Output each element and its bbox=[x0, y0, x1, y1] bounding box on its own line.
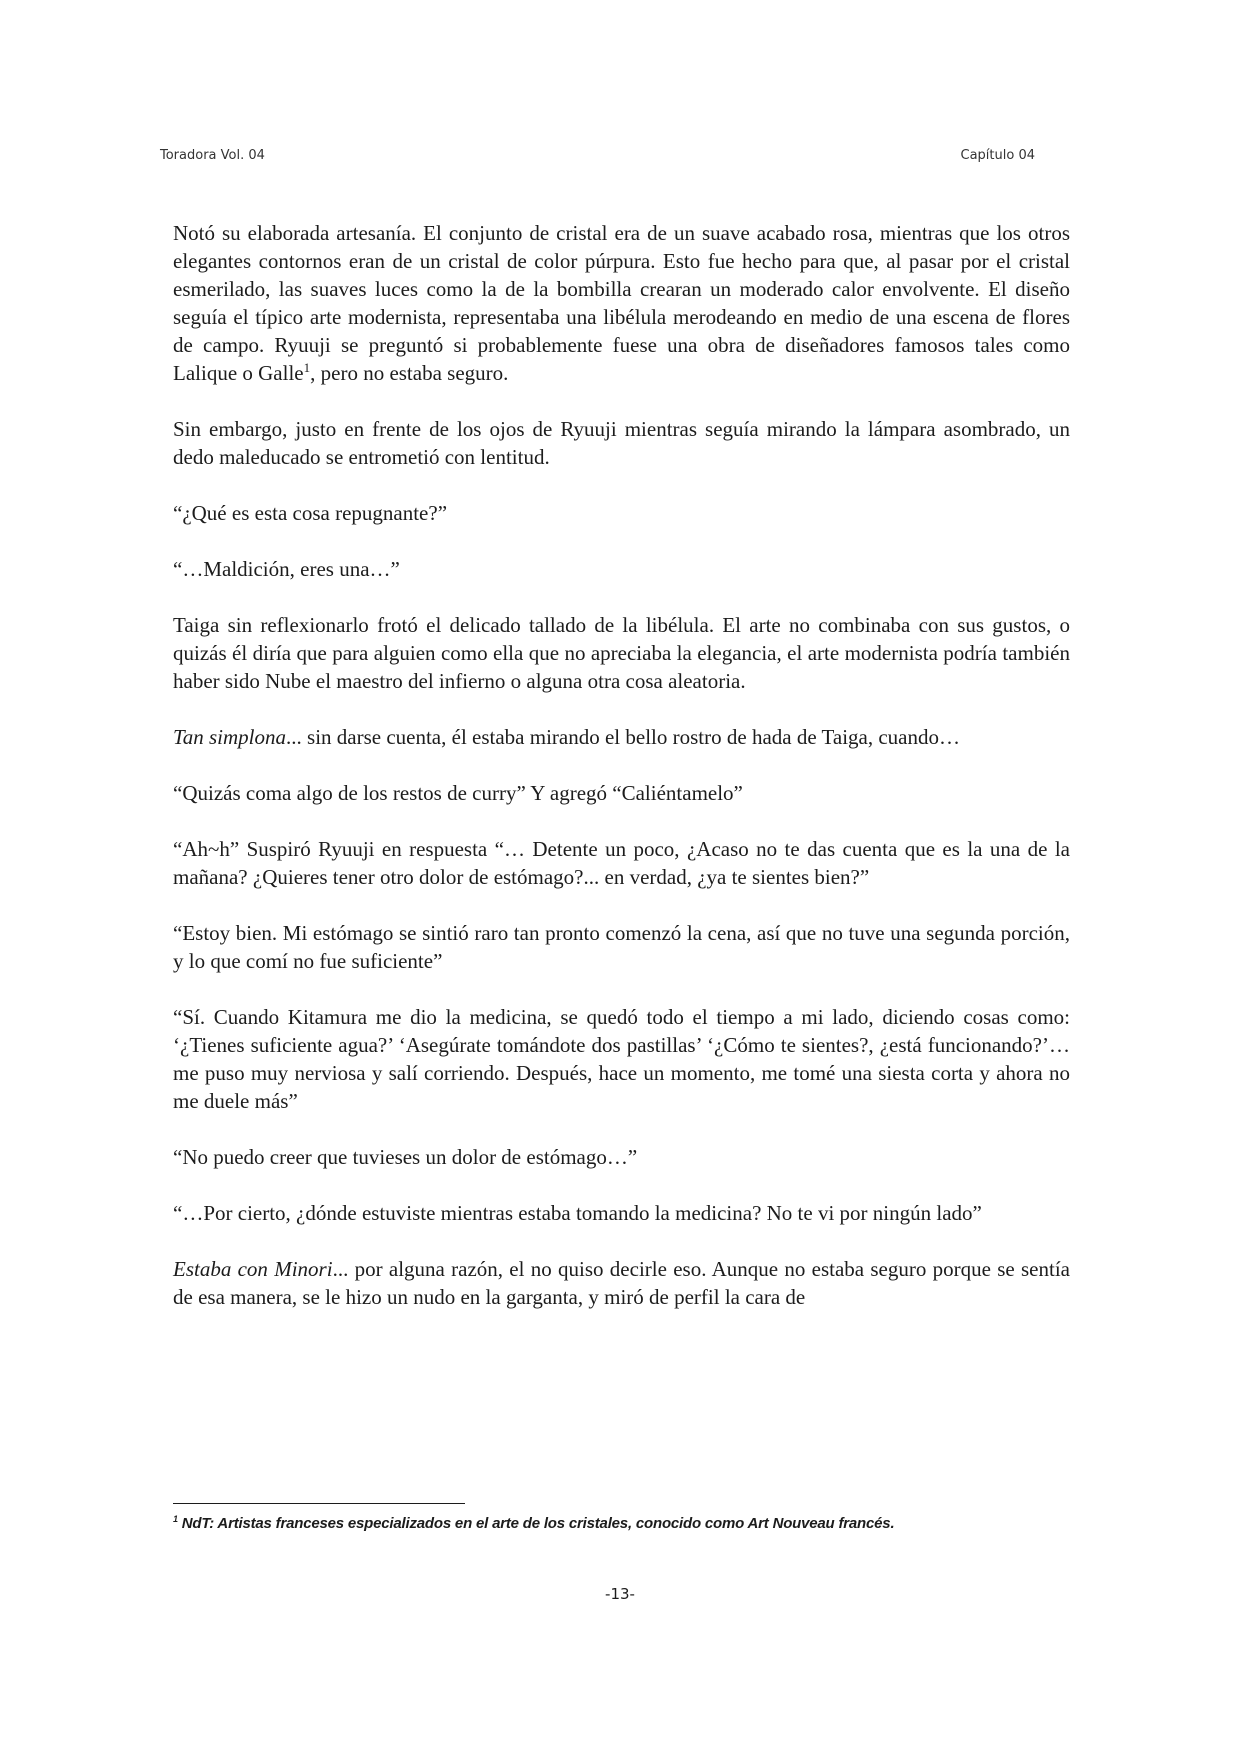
paragraph-text: Notó su elaborada artesanía. El conjunto de cristal era de un suave acabado rosa, mientras que los otros elegantes contornos eran de un cristal de color púrpura. Esto fue hecho para que, al pasar por el cristal esmerilado, las suaves luces como la de la bombilla crearan un moderado calor envolvente. El diseño seguía el típico arte modernista, representaba una libélula merodeando en medio de una escena de flores de campo. Ryuuji se preguntó si probablemente fuese una obra de diseñadores famosos tales como Lalique o Galle bbox=[173, 221, 1070, 385]
header-book-title: Toradora Vol. 04 bbox=[160, 148, 265, 163]
footnote-marker: 1 bbox=[173, 1514, 178, 1524]
body-text bbox=[173, 219, 1070, 1311]
paragraph-text: ... sin darse cuenta, él estaba mirando el bello rostro de hada de Taiga, cuando… bbox=[286, 725, 961, 749]
paragraph bbox=[173, 723, 1070, 751]
paragraph bbox=[173, 219, 1070, 387]
paragraph bbox=[173, 1255, 1070, 1311]
paragraph: “No puedo creer que tuvieses un dolor de estómago…” bbox=[173, 1145, 638, 1169]
footnote-separator bbox=[173, 1503, 465, 1504]
footnote-reference: 1 bbox=[303, 360, 311, 375]
paragraph: “Estoy bien. Mi estómago se sintió raro tan pronto comenzó la cena, así que no tuve una segunda porción, y lo que comí no fue suficiente” bbox=[173, 921, 1070, 973]
italic-thought: Estaba con Minori bbox=[173, 1257, 333, 1281]
footnote-text: NdT: Artistas franceses especializados en el arte de los cristales, conocido como Art Nouveau francés. bbox=[177, 1515, 895, 1532]
paragraph: Sin embargo, justo en frente de los ojos de Ryuuji mientras seguía mirando la lámpara asombrado, un dedo maleducado se entrometió con lentitud. bbox=[173, 417, 1070, 469]
paragraph: “Ah~h” Suspiró Ryuuji en respuesta “… Detente un poco, ¿Acaso no te das cuenta que es la una de la mañana? ¿Quieres tener otro dolor de estómago?... en verdad, ¿ya te sientes bien?” bbox=[173, 837, 1070, 889]
footnote bbox=[173, 1515, 1073, 1532]
running-header bbox=[160, 148, 1035, 168]
paragraph-text: , pero no estaba seguro. bbox=[310, 361, 509, 385]
italic-thought: Tan simplona bbox=[173, 725, 287, 749]
paragraph: “Quizás coma algo de los restos de curry” Y agregó “Caliéntamelo” bbox=[173, 781, 743, 805]
paragraph: Taiga sin reflexionarlo frotó el delicado tallado de la libélula. El arte no combinaba con sus gustos, o quizás él diría que para alguien como ella que no apreciaba la elegancia, el arte modernista podría también haber sido Nube el maestro del infierno o alguna otra cosa aleatoria. bbox=[173, 613, 1070, 693]
paragraph: “¿Qué es esta cosa repugnante?” bbox=[173, 501, 448, 525]
page-number: -13- bbox=[605, 1585, 635, 1603]
paragraph: “…Maldición, eres una…” bbox=[173, 557, 400, 581]
paragraph-text: ... por alguna razón, el no quiso decirle eso. Aunque no estaba seguro porque se sentía de esa manera, se le hizo un nudo en la garganta, y miró de perfil la cara de bbox=[173, 1257, 1070, 1309]
header-chapter: Capítulo 04 bbox=[960, 148, 1035, 163]
paragraph: “…Por cierto, ¿dónde estuviste mientras estaba tomando la medicina? No te vi por ningún lado” bbox=[173, 1201, 982, 1225]
paragraph: “Sí. Cuando Kitamura me dio la medicina, se quedó todo el tiempo a mi lado, diciendo cosas como: ‘¿Tienes suficiente agua?’ ‘Asegúrate tomándote dos pastillas’ ‘¿Cómo te sientes?, ¿está funcionando?’… me puso muy nerviosa y salí corriendo. Después, hace un momento, me tomé una siesta corta y ahora no me duele más” bbox=[173, 1005, 1070, 1113]
